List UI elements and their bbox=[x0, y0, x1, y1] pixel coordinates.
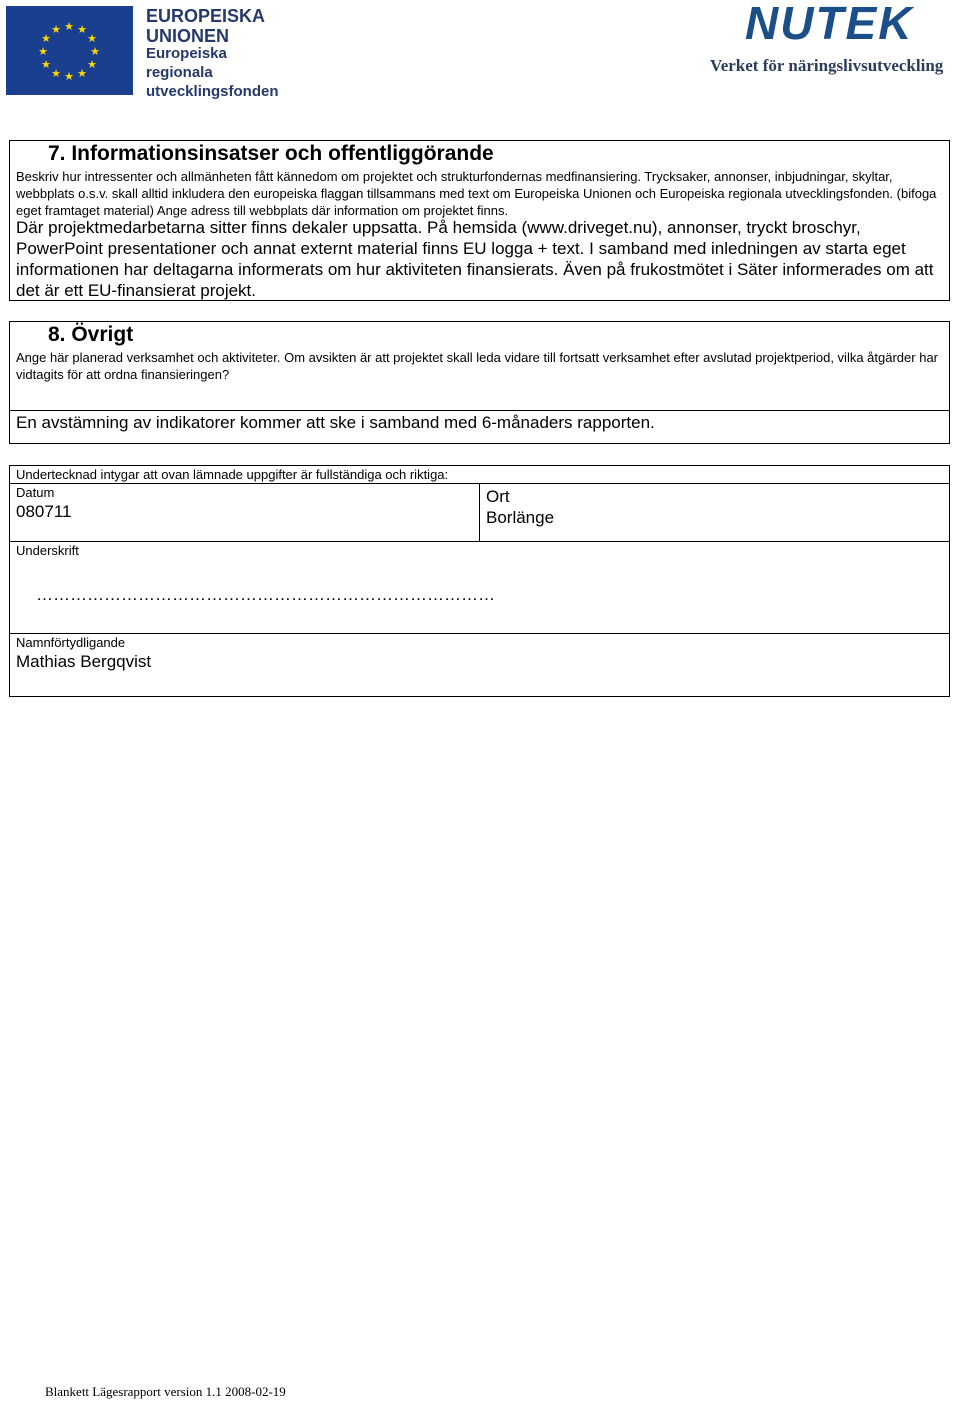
signature-intro: Undertecknad intygar att ovan lämnade uppgifter är fullständiga och riktiga: bbox=[16, 467, 449, 482]
svg-text:★: ★ bbox=[41, 32, 51, 45]
svg-text:★: ★ bbox=[77, 67, 87, 80]
nutek-wordmark: NUTEK bbox=[745, 0, 914, 49]
place-value: Borlänge bbox=[486, 508, 555, 527]
section-7-answer: Där projektmedarbetarna sitter finns dekaler uppsatta. På hemsida (www.driveget.nu), annonser, tryckt broschyr, PowerPoint presentationer och annat externt material finns EU logga + text. I samband med inledningen av starta eget informationen har deltagarna informerats om hur aktiviteten finansierats. Även på frukostmötet i Säter informerades om att det är ett EU-finansierat projekt. bbox=[16, 218, 934, 300]
svg-text:★: ★ bbox=[87, 32, 97, 45]
section-8-answer: En avstämning av indikatorer kommer att ske i samband med 6-månaders rapporten. bbox=[16, 413, 655, 432]
svg-text:★: ★ bbox=[38, 45, 48, 58]
date-place-row bbox=[10, 483, 949, 542]
svg-text:★: ★ bbox=[90, 45, 100, 58]
section-8-title: 8. Övrigt bbox=[48, 323, 134, 346]
nutek-subtitle: Verket för näringslivsutveckling bbox=[710, 56, 944, 75]
footer-version: Blankett Lägesrapport version 1.1 2008-02-19 bbox=[45, 1384, 286, 1399]
place-label: Ort bbox=[486, 487, 510, 506]
signature-label: Underskrift bbox=[16, 543, 79, 558]
svg-text:★: ★ bbox=[64, 20, 74, 33]
name-row bbox=[10, 633, 949, 634]
svg-text:★: ★ bbox=[51, 67, 61, 80]
eu-flag-icon bbox=[6, 6, 133, 95]
name-value: Mathias Bergqvist bbox=[16, 652, 152, 671]
svg-text:★: ★ bbox=[64, 70, 74, 83]
eu-logo-text: EUROPEISKA UNIONEN Europeiska regionala utvecklingsfonden bbox=[146, 6, 279, 100]
section-8-instruction: Ange här planerad verksamhet och aktiviteter. Om avsikten är att projektet skall leda vidare till fortsatt verksamhet efter avslutad projektperiod, vilka åtgärder har vidtagits för att ordna finansieringen? bbox=[16, 350, 938, 382]
date-place-divider bbox=[479, 484, 480, 541]
section-7-title: 7. Informationsinsatser och offentliggörande bbox=[48, 142, 494, 165]
signature-box bbox=[9, 465, 950, 697]
section-8-answer-box bbox=[9, 410, 950, 444]
eu-logo bbox=[6, 6, 279, 100]
name-label: Namnförtydligande bbox=[16, 635, 126, 650]
signature-line: ……………………………………………………………………… bbox=[36, 585, 495, 604]
nutek-logo bbox=[705, 0, 960, 80]
svg-text:★: ★ bbox=[51, 23, 61, 36]
section-7-box bbox=[9, 140, 950, 301]
svg-text:★: ★ bbox=[87, 58, 97, 71]
date-value: 080711 bbox=[16, 502, 72, 521]
date-label: Datum bbox=[16, 485, 55, 500]
section-8-box bbox=[9, 321, 950, 411]
svg-text:★: ★ bbox=[77, 23, 87, 36]
svg-text:★: ★ bbox=[41, 58, 51, 71]
section-7-instruction: Beskriv hur intressenter och allmänheten fått kännedom om projektet och strukturfondernas medfinansiering. Trycksaker, annonser, inbjudningar, skyltar, webbplats o.s.v. skall alltid inkludera den europeiska flaggan tillsammans med text om Europeiska Unionen och Europeiska regionala utvecklingsfonden. (bifoga eget framtaget material) Ange adress till webbplats där information om projektet finns. bbox=[16, 169, 937, 218]
